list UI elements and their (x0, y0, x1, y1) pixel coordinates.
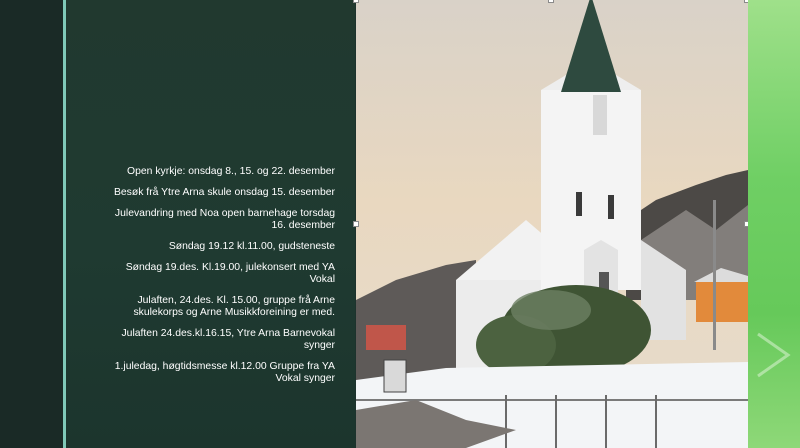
left-band (0, 0, 64, 448)
event-item: Julaften, 24.des. Kl. 15.00, gruppe frå Arne skulekorps og Arne Musikkforeining er med. (133, 295, 335, 318)
resize-handle-top-center[interactable] (548, 0, 554, 3)
event-item: Julevandring med Noa open barnehage torsdag 16. desember (114, 208, 335, 231)
event-item: Julaften 24.des.kl.16.15, Ytre Arna Barnevokal synger (121, 328, 335, 351)
chevron-decoration-icon (754, 330, 794, 380)
church-photo[interactable] (356, 0, 748, 448)
event-item: Søndag 19.12 kl.11.00, gudsteneste (168, 241, 335, 252)
event-list (105, 166, 335, 394)
event-item: Søndag 19.des. Kl.19.00, julekonsert med YA Vokal (125, 262, 335, 285)
slide-background-right (748, 0, 800, 448)
event-item: Besøk frå Ytre Arna skule onsdag 15. desember (113, 187, 335, 198)
event-item: 1.juledag, høgtidsmesse kl.12.00 Gruppe fra YA Vokal synger (114, 361, 335, 384)
resize-handle-top-left[interactable] (353, 0, 359, 3)
church-photo-icon (356, 0, 748, 448)
event-item: Open kyrkje: onsdag 8., 15. og 22. desember (127, 166, 335, 177)
resize-handle-middle-left[interactable] (353, 221, 359, 227)
